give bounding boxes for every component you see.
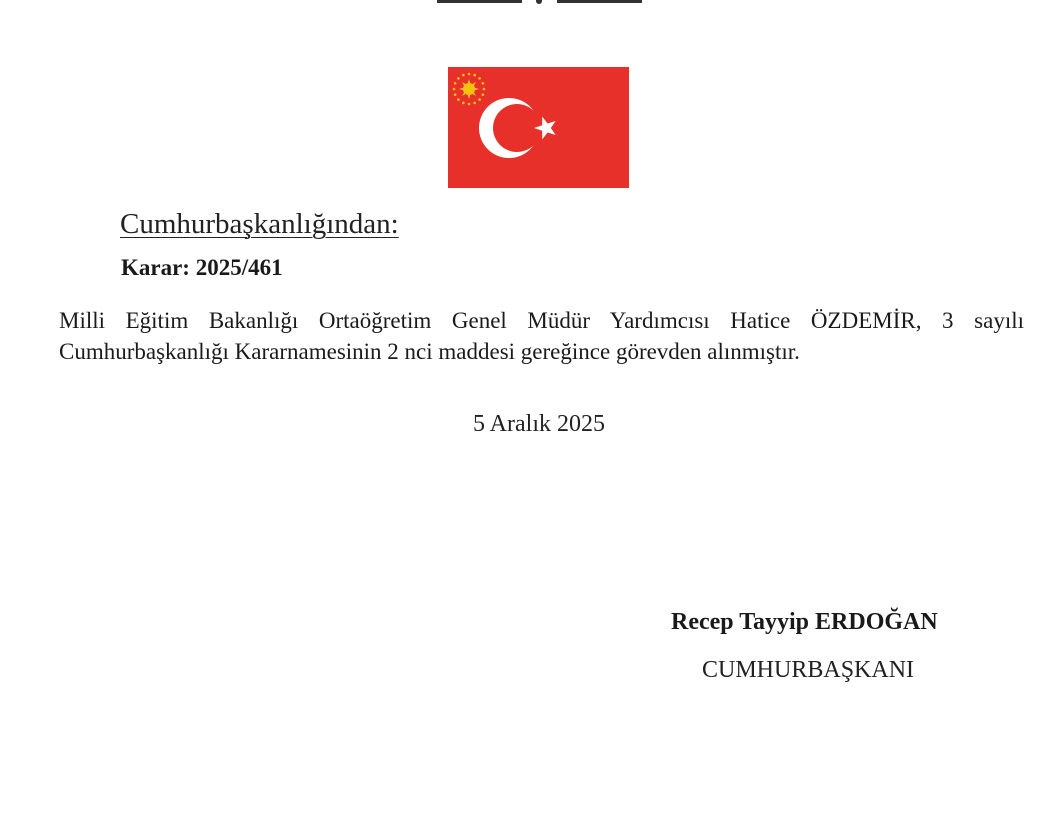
signatory-title: CUMHURBAŞKANI — [702, 657, 915, 683]
decision-body-line-2: Cumhurbaşkanlığı Kararnamesinin 2 nci maddesi gereğince görevden alınmıştır. — [59, 339, 800, 364]
signatory-name: Recep Tayyip ERDOĞAN — [671, 609, 938, 635]
top-cutoff-underline-right — [557, 0, 642, 3]
issuing-authority-heading: Cumhurbaşkanlığından: — [120, 208, 399, 240]
top-cutoff-underline-left — [437, 0, 522, 3]
decision-body-line-1: Milli Eğitim Bakanlığı Ortaöğretim Genel Müdür Yardımcısı Hatice ÖZDEMİR, 3 sayılı — [59, 308, 1024, 333]
top-cutoff-glyph — [536, 0, 542, 4]
decision-body — [59, 305, 1024, 367]
turkish-presidential-flag-icon — [448, 67, 629, 188]
decision-number: Karar: 2025/461 — [121, 255, 283, 280]
decision-date: 5 Aralık 2025 — [473, 411, 605, 437]
